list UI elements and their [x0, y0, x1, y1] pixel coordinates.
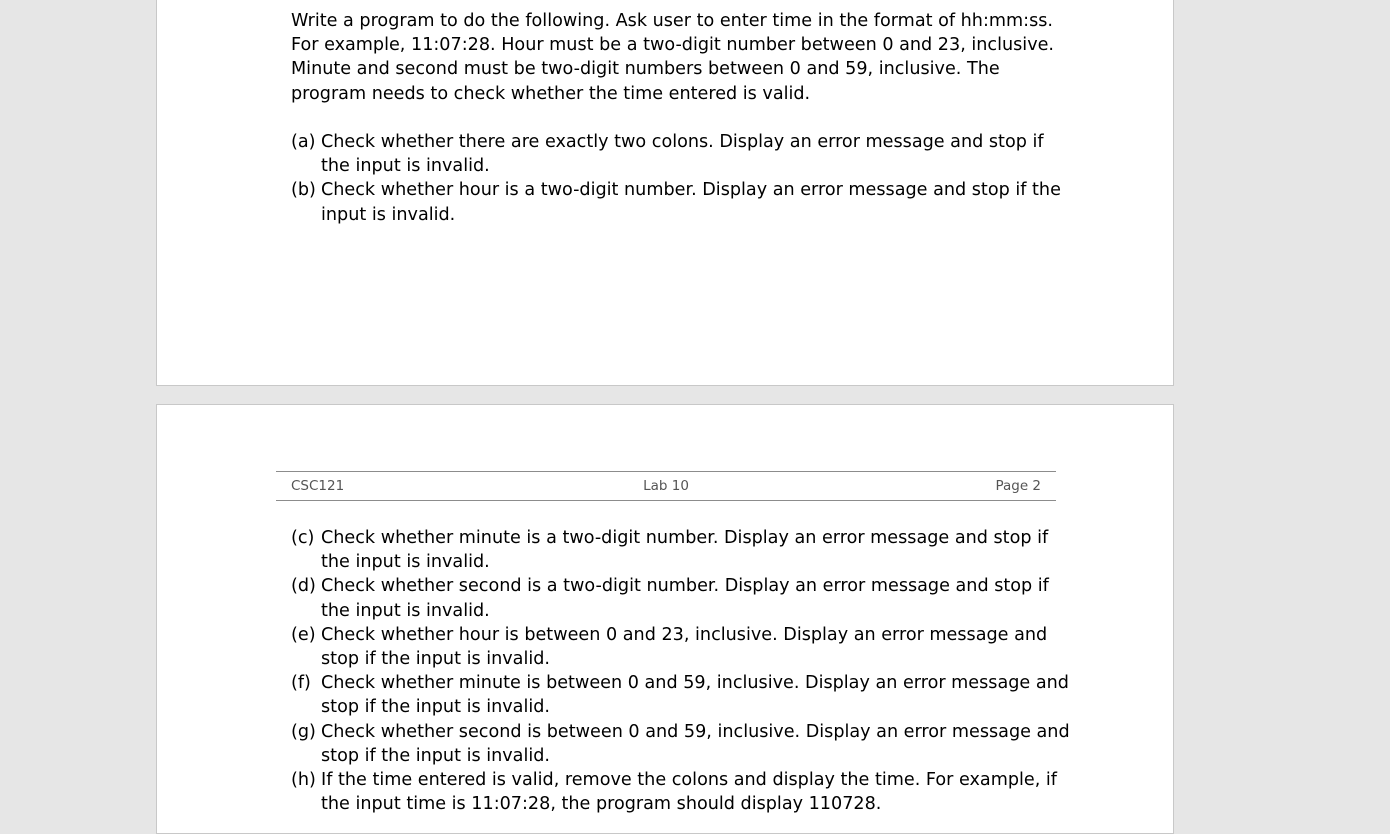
task-line: Check whether minute is a two-digit number. Display an error message and stop if [321, 528, 1049, 548]
task-label: (e) [291, 624, 316, 645]
task-line: Check whether hour is between 0 and 23, inclusive. Display an error message and [321, 624, 1048, 645]
task-label: (f) [291, 673, 311, 694]
document-page-1 [156, 0, 1174, 386]
task-item-g [291, 720, 1091, 768]
intro-paragraph [291, 9, 1091, 106]
task-line: stop if the input is invalid. [321, 745, 550, 766]
intro-line: Write a program to do the following. Ask user to enter time in the format of hh:mm:ss. [291, 11, 1054, 31]
task-text [321, 526, 1091, 574]
header-page-number: Page 2 [995, 478, 1041, 494]
task-line: the input is invalid. [321, 552, 490, 573]
header-lab: Lab 10 [643, 478, 689, 494]
task-text [321, 623, 1091, 671]
task-line: Check whether minute is between 0 and 59, inclusive. Display an error message and [321, 673, 1069, 694]
intro-line: Minute and second must be two-digit numbers between 0 and 59, inclusive. The [291, 59, 1000, 80]
task-line: Check whether hour is a two-digit number. Display an error message and stop if the [321, 180, 1061, 201]
task-line: the input is invalid. [321, 156, 490, 177]
task-line: Check whether second is a two-digit number. Display an error message and stop if [321, 576, 1049, 597]
task-line: Check whether second is between 0 and 59, inclusive. Display an error message and [321, 721, 1070, 742]
task-text [321, 768, 1091, 816]
task-line: stop if the input is invalid. [321, 649, 550, 670]
task-item-a [291, 130, 1091, 178]
task-label: (d) [291, 576, 316, 597]
task-label: (g) [291, 721, 316, 742]
task-line: the input time is 11:07:28, the program should display 110728. [321, 794, 882, 815]
task-item-b [291, 178, 1091, 226]
intro-line: For example, 11:07:28. Hour must be a two-digit number between 0 and 23, inclusive. [291, 35, 1055, 56]
task-item-e [291, 623, 1091, 671]
intro-line: program needs to check whether the time entered is valid. [291, 83, 811, 104]
task-list-page-1 [291, 130, 1091, 227]
task-item-d [291, 574, 1091, 622]
task-text [321, 130, 1091, 178]
task-label: (a) [291, 132, 316, 152]
page-header [276, 471, 1056, 501]
header-course: CSC121 [291, 478, 345, 494]
task-text [321, 671, 1091, 719]
task-line: the input is invalid. [321, 600, 490, 621]
task-label: (h) [291, 770, 316, 791]
task-label: (b) [291, 180, 316, 201]
task-text [321, 178, 1091, 226]
task-item-f [291, 671, 1091, 719]
document-page-2 [156, 404, 1174, 834]
task-list-page-2 [291, 526, 1091, 816]
task-line: Check whether there are exactly two colons. Display an error message and stop if [321, 132, 1044, 152]
task-text [321, 574, 1091, 622]
task-text [321, 720, 1091, 768]
task-line: If the time entered is valid, remove the colons and display the time. For example, if [321, 770, 1057, 791]
task-label: (c) [291, 528, 315, 548]
task-line: stop if the input is invalid. [321, 697, 550, 718]
task-line: input is invalid. [321, 204, 456, 225]
task-item-h [291, 768, 1091, 816]
task-item-c [291, 526, 1091, 574]
